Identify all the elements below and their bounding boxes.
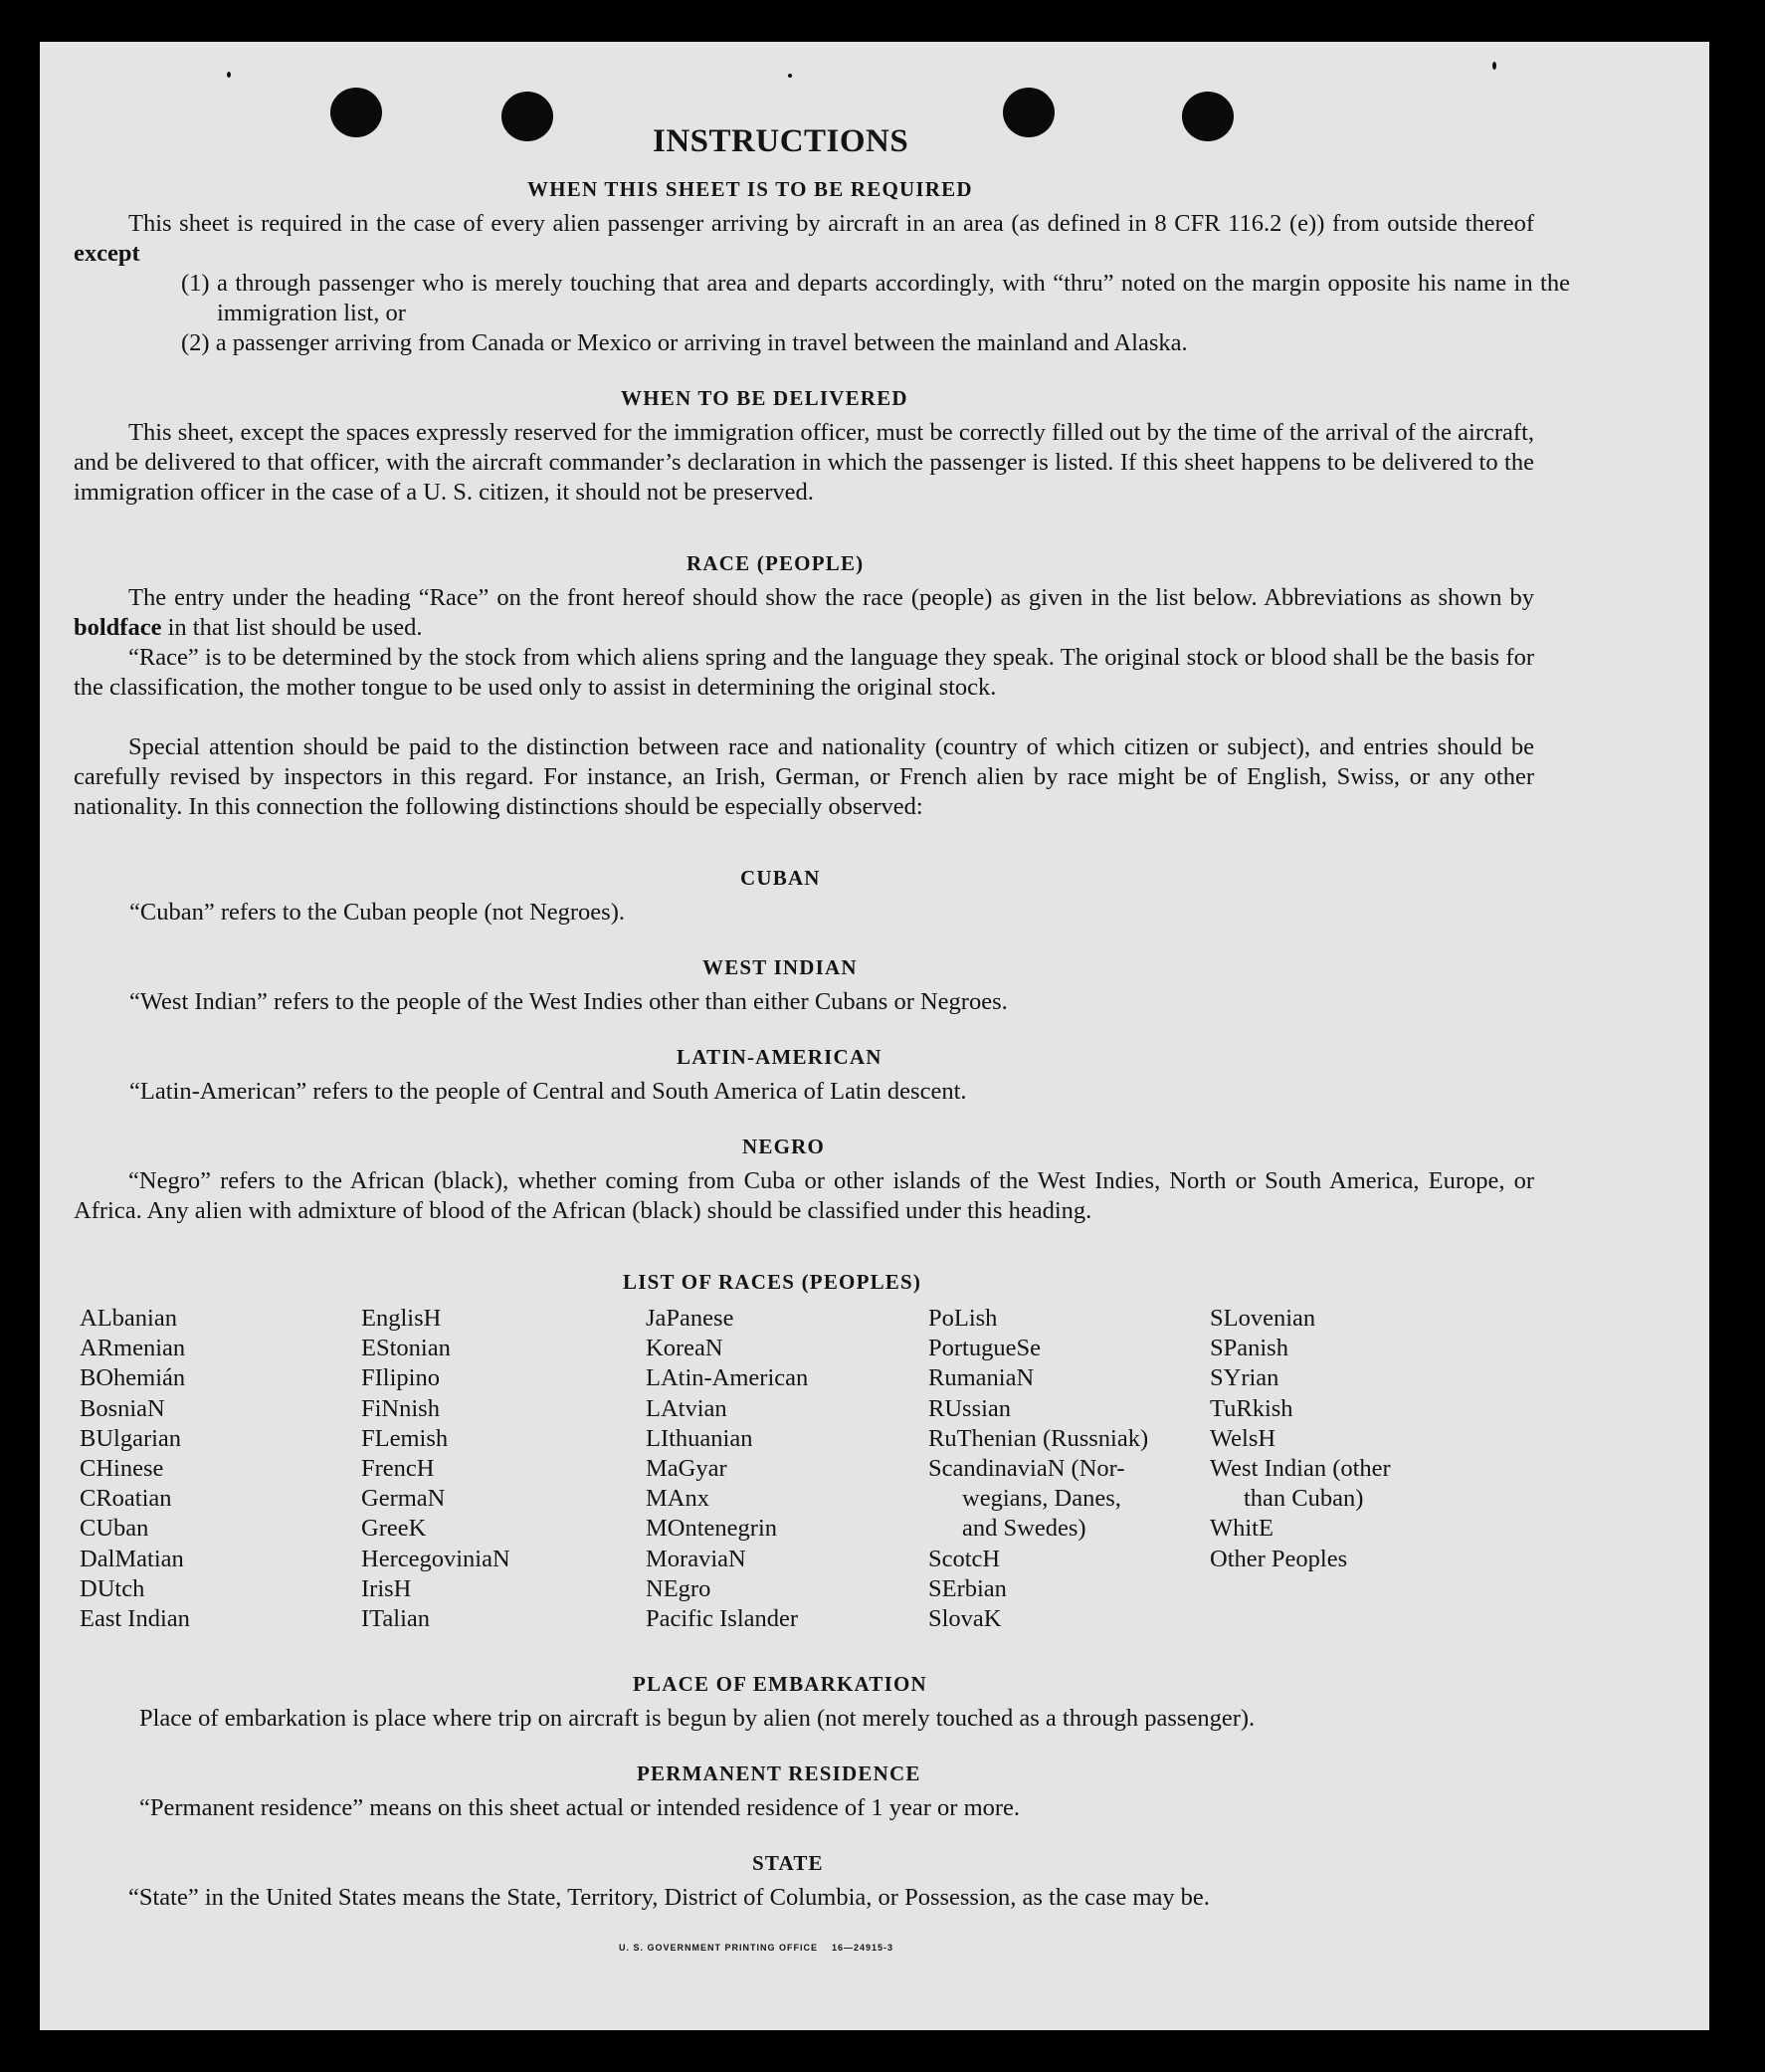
race-item: MOntenegrin <box>646 1515 777 1543</box>
race-item: HercegoviniaN <box>361 1545 510 1572</box>
residence-text: “Permanent residence” means on this sheet actual or intended residence of 1 year or more. <box>139 1794 1021 1821</box>
races-column-2 <box>361 1304 650 1634</box>
race-item: GreeK <box>361 1515 427 1543</box>
race-item: SlovaK <box>928 1605 1002 1633</box>
race-item: MAnx <box>646 1485 709 1513</box>
delivered-text: This sheet, except the spaces expressly reserved for the immigration officer, must be correctly filled out by the time of the arrival of the aircraft, and be delivered to that officer, with the aircraft commander’s declaration in which the passenger is listed. If this sheet happens to be delivered to the immigration officer in the case of a U. S. citizen, it should not be preserved. <box>74 419 1534 506</box>
race-item: FLemish <box>361 1424 449 1452</box>
punch-hole <box>330 88 382 137</box>
latin-american-text: “Latin-American” refers to the people of Central and South America of Latin descent. <box>129 1078 967 1105</box>
punch-hole <box>501 92 553 141</box>
race-item: CRoatian <box>80 1485 172 1513</box>
race-item: LAtin-American <box>646 1364 809 1392</box>
race-item: ITalian <box>361 1605 431 1633</box>
race-item: BOhemián <box>80 1364 186 1392</box>
race-item: FrencH <box>361 1455 435 1483</box>
race-item: EnglisH <box>361 1305 442 1332</box>
race-paragraph-2: “Race” is to be determined by the stock from which aliens spring and the language they speak. The original stock or blood shall be the basis for the classification, the mother tongue to be used only to assist in determining the original stock. <box>74 644 1534 701</box>
heading-when-delivered: WHEN TO BE DELIVERED <box>621 386 908 410</box>
printing-office-footer: U. S. GOVERNMENT PRINTING OFFICE 16—24915-3 <box>619 1943 894 1953</box>
required-item-2: (2) a passenger arriving from Canada or Mexico or arriving in travel between the mainland and Alaska. <box>181 329 1188 356</box>
required-intro: This sheet is required in the case of every alien passenger arriving by aircraft in an area (as defined in 8 CFR 116.2 (e)) from outside thereof except <box>74 210 1534 267</box>
race-item: FiNnish <box>361 1394 440 1422</box>
race-item: ALbanian <box>80 1305 177 1332</box>
race-item: BosniaN <box>80 1394 165 1422</box>
race-item: LIthuanian <box>646 1424 753 1452</box>
required-item-1: (1) a through passenger who is merely touching that area and departs accordingly, with “thru” noted on the margin opposite his name in the immigration list, or <box>181 270 1570 326</box>
race-item: BUlgarian <box>80 1424 182 1452</box>
race-item: GermaN <box>361 1485 446 1513</box>
race-item: NEgro <box>646 1574 711 1602</box>
race-item: ARmenian <box>80 1335 186 1362</box>
race-item: FIlipino <box>361 1364 440 1392</box>
heading-negro: NEGRO <box>742 1135 826 1158</box>
race-item: MaGyar <box>646 1455 727 1483</box>
race-item: PortugueSe <box>928 1335 1041 1362</box>
race-item: JaPanese <box>646 1305 734 1332</box>
race-item: SYrian <box>1210 1364 1279 1392</box>
race-item: SErbian <box>928 1574 1007 1602</box>
heading-permanent-residence: PERMANENT RESIDENCE <box>637 1761 921 1785</box>
races-column-3 <box>646 1304 934 1634</box>
race-item: ScotcH <box>928 1545 1001 1572</box>
race-item: RUssian <box>928 1394 1012 1422</box>
race-item: TuRkish <box>1210 1394 1293 1422</box>
race-item-continued: than Cuban) <box>1244 1485 1364 1513</box>
races-column-1 <box>80 1304 368 1634</box>
heading-west-indian: WEST INDIAN <box>702 955 858 979</box>
race-item: EStonian <box>361 1335 451 1362</box>
race-item: PoLish <box>928 1305 998 1332</box>
race-item: ScandinaviaN (Nor- <box>928 1455 1125 1483</box>
state-text: “State” in the United States means the State, Territory, District of Columbia, or Possession, as the case may be. <box>128 1884 1210 1911</box>
west-indian-text: “West Indian” refers to the people of the West Indies other than either Cubans or Negroes. <box>129 988 1008 1015</box>
race-item: West Indian (other <box>1210 1455 1391 1483</box>
race-item: Other Peoples <box>1210 1545 1348 1572</box>
race-item: MoraviaN <box>646 1545 746 1572</box>
race-item: CUban <box>80 1515 149 1543</box>
race-item-continued: wegians, Danes, <box>962 1485 1121 1513</box>
heading-list-of-races: LIST OF RACES (PEOPLES) <box>623 1270 922 1294</box>
speck <box>227 72 231 78</box>
races-column-5 <box>1210 1304 1508 1574</box>
speck <box>1492 62 1496 70</box>
race-paragraph-3: Special attention should be paid to the distinction between race and nationality (country of which citizen or subject), and entries should be carefully revised by inspectors in this regard. For instance, an Irish, German, or French alien by race might be of English, Swiss, or any other nationality. In this connection the following distinctions should be especially observed: <box>74 733 1534 820</box>
race-item: IrisH <box>361 1574 412 1602</box>
race-item: Pacific Islander <box>646 1605 799 1633</box>
race-item: SLovenian <box>1210 1305 1316 1332</box>
races-column-4 <box>928 1304 1197 1634</box>
race-item: RuThenian (Russniak) <box>928 1424 1149 1452</box>
punch-hole <box>1182 92 1234 141</box>
race-item: RumaniaN <box>928 1364 1035 1392</box>
race-item: DalMatian <box>80 1545 184 1572</box>
race-paragraph-1: The entry under the heading “Race” on the front hereof should show the race (people) as given in the list below. Abbreviations as shown by boldface in that list should be used. <box>74 584 1534 641</box>
heading-when-required: WHEN THIS SHEET IS TO BE REQUIRED <box>527 177 973 201</box>
cuban-text: “Cuban” refers to the Cuban people (not Negroes). <box>129 899 625 926</box>
race-item-continued: and Swedes) <box>962 1515 1086 1543</box>
heading-latin-american: LATIN-AMERICAN <box>677 1045 882 1069</box>
page-title: INSTRUCTIONS <box>653 123 909 159</box>
race-item: WelsH <box>1210 1424 1276 1452</box>
negro-text: “Negro” refers to the African (black), whether coming from Cuba or other islands of the West Indies, North or South America, Europe, or Africa. Any alien with admixture of blood of the African (black) should be classified under this heading. <box>74 1167 1534 1224</box>
race-item: LAtvian <box>646 1394 727 1422</box>
race-item: East Indian <box>80 1605 190 1633</box>
embarkation-text: Place of embarkation is place where trip on aircraft is begun by alien (not merely touched as a through passenger). <box>139 1705 1256 1732</box>
heading-cuban: CUBAN <box>740 866 821 890</box>
race-item: KoreaN <box>646 1335 723 1362</box>
heading-place-of-embarkation: PLACE OF EMBARKATION <box>633 1672 927 1696</box>
heading-state: STATE <box>752 1851 824 1875</box>
speck <box>788 74 792 78</box>
punch-hole <box>1003 88 1055 137</box>
document-page <box>40 42 1709 2030</box>
race-item: CHinese <box>80 1455 164 1483</box>
race-item: WhitE <box>1210 1515 1274 1543</box>
race-item: DUtch <box>80 1574 145 1602</box>
heading-race: RACE (PEOPLE) <box>686 551 865 575</box>
race-item: SPanish <box>1210 1335 1288 1362</box>
